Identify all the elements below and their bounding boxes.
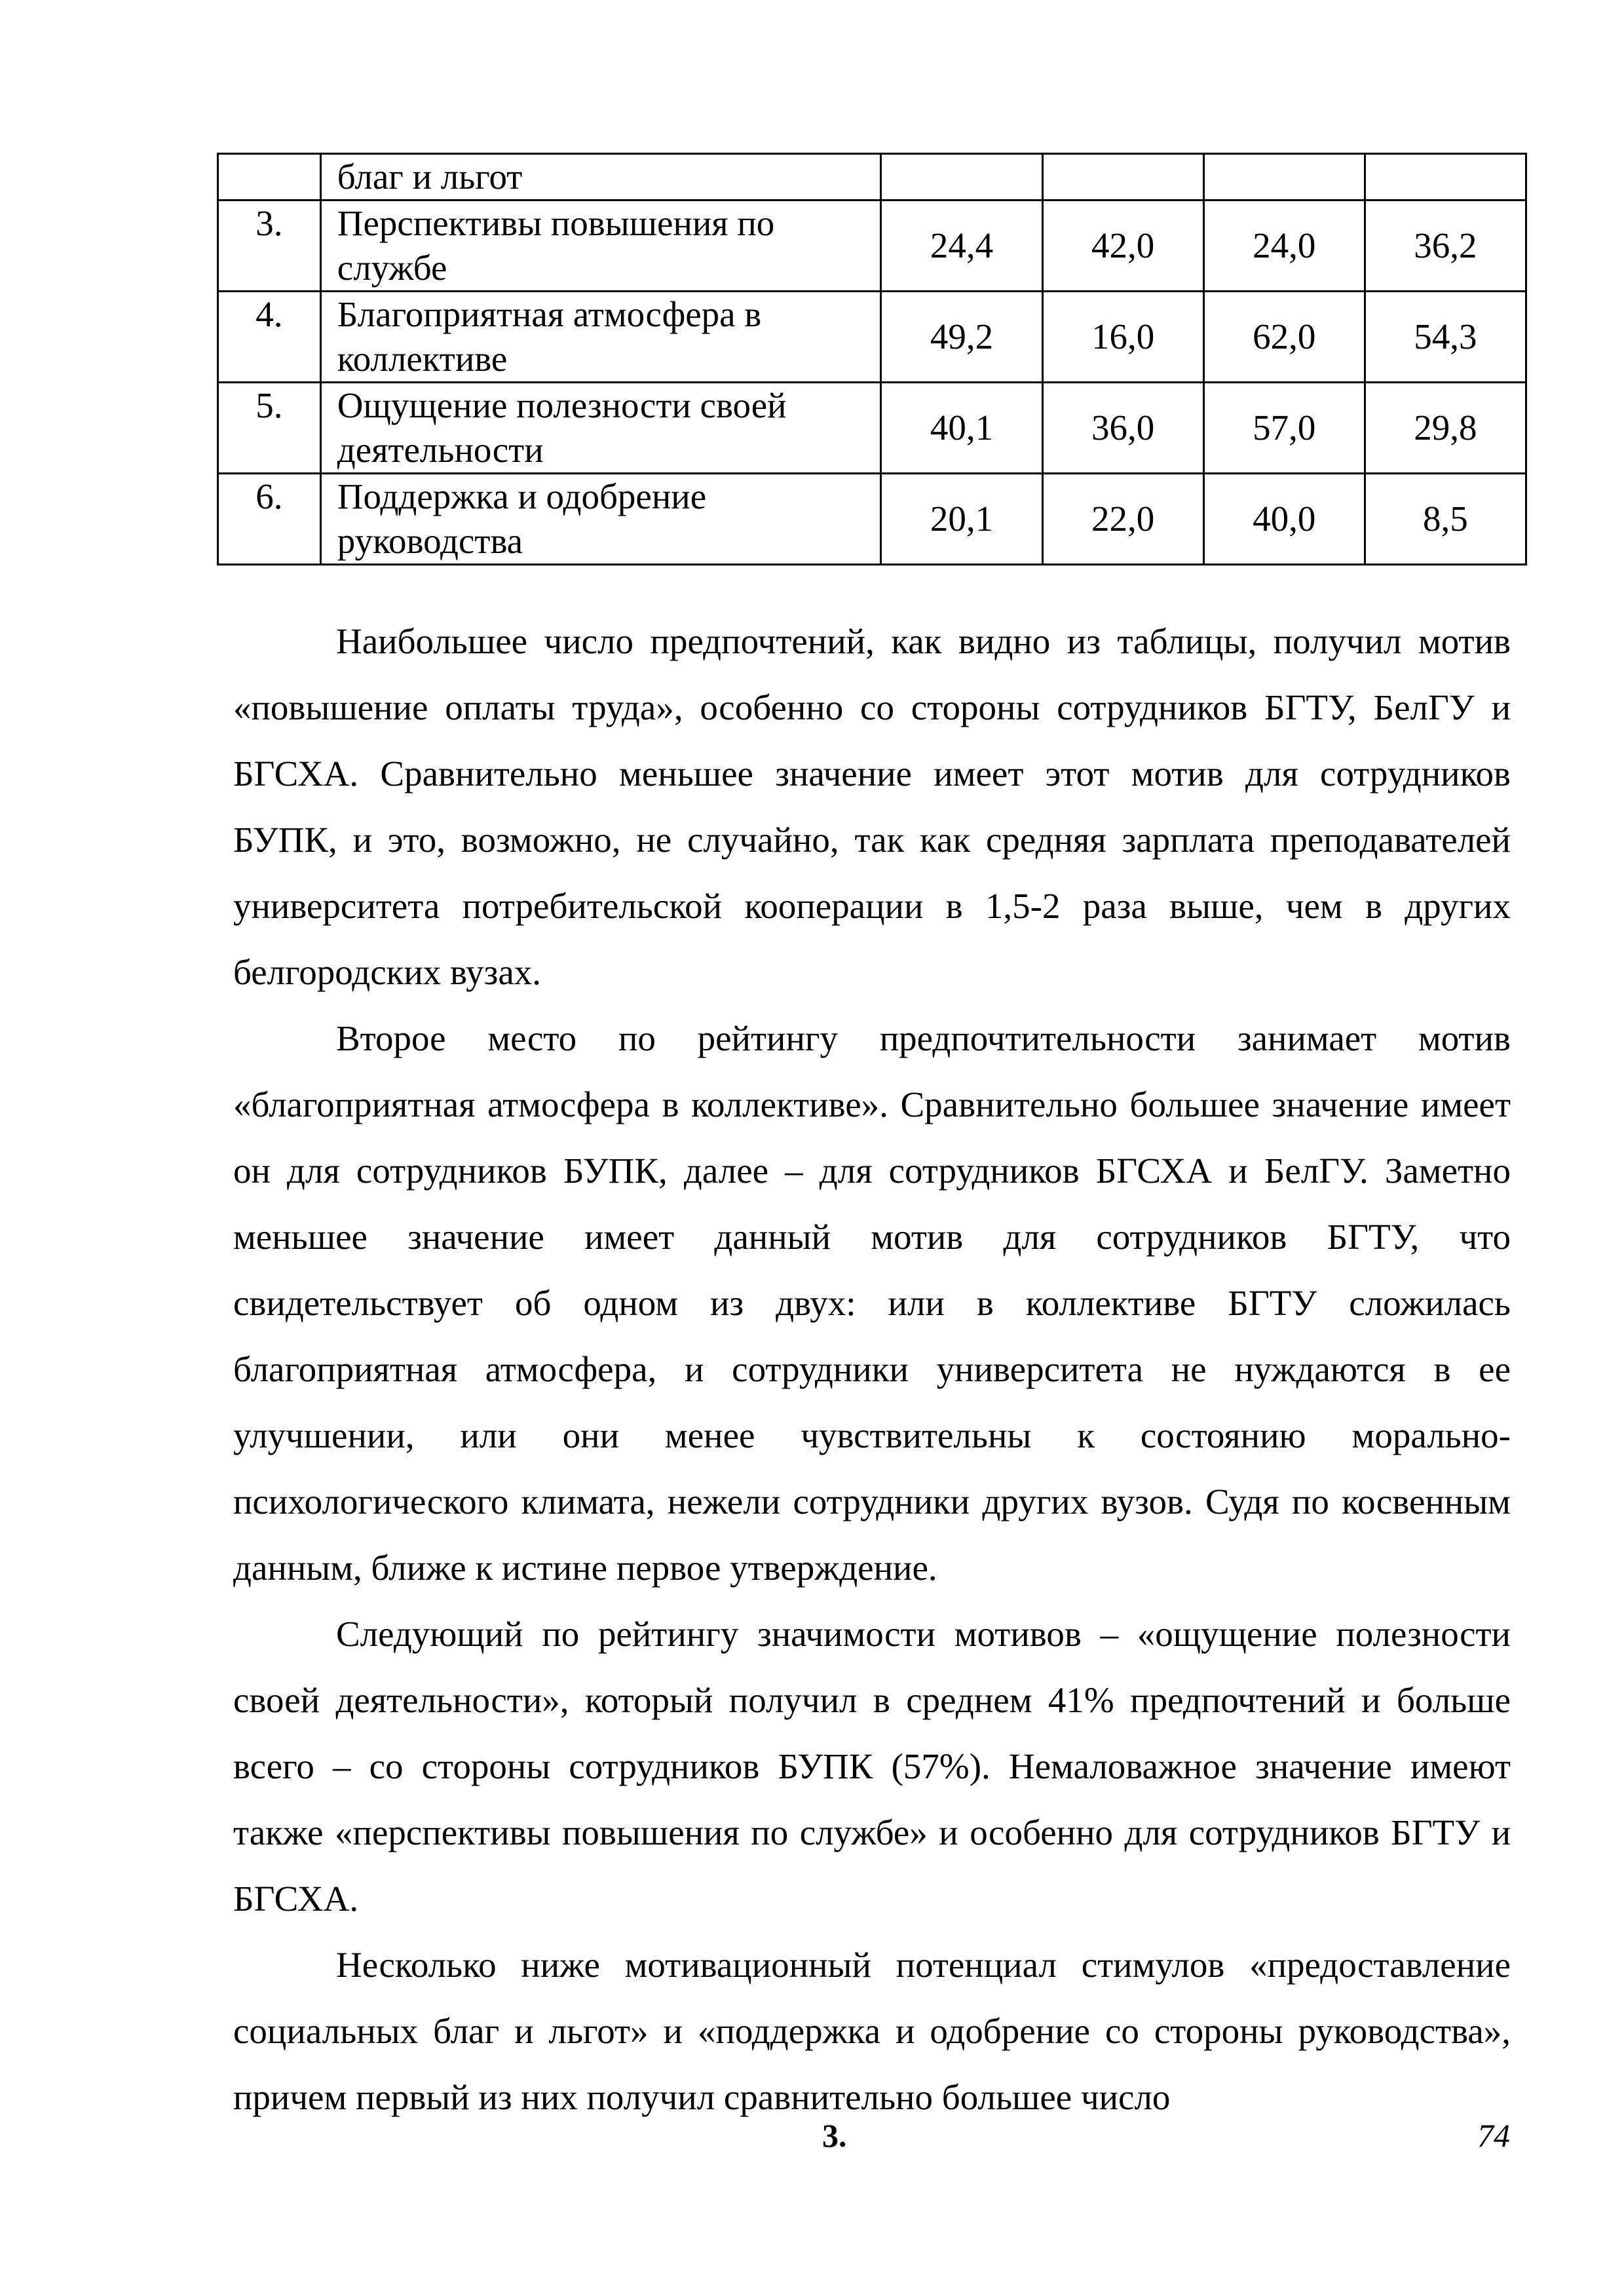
value-cell: 8,5 (1365, 474, 1526, 565)
row-number: 4. (218, 292, 321, 383)
table-row (218, 201, 1526, 292)
value-cell: 22,0 (1042, 474, 1203, 565)
table-row (218, 154, 1526, 201)
value-cell: 24,0 (1203, 201, 1365, 292)
value-cell (1042, 154, 1203, 201)
motive-name: Поддержка и одобрение руководства (320, 474, 881, 565)
value-cell: 29,8 (1365, 383, 1526, 474)
value-cell (1203, 154, 1365, 201)
value-cell: 54,3 (1365, 292, 1526, 383)
table-row (218, 292, 1526, 383)
value-cell (1365, 154, 1526, 201)
row-number: 6. (218, 474, 321, 565)
value-cell: 40,1 (881, 383, 1042, 474)
value-cell: 49,2 (881, 292, 1042, 383)
table-row (218, 474, 1526, 565)
value-cell: 16,0 (1042, 292, 1203, 383)
paragraph: Второе место по рейтингу предпочтительности занимает мотив «благоприятная атмосфера в коллективе». Сравнительно большее значение имеет он для сотрудников БУПК, далее – для сотрудников БГСХА и БелГУ. Заметно меньшее значение имеет данный мотив для сотрудников БГТУ, что свидетельствует об одном из двух: или в коллективе БГТУ сложилась благоприятная атмосфера, и сотрудники университета не нуждаются в ее улучшении, или они менее чувствительны к состоянию морально-психологического климата, нежели сотрудники других вузов. Судя по косвенным данным, ближе к истине первое утверждение. (233, 1018, 1511, 1588)
motive-name: благ и льгот (320, 154, 881, 201)
row-number: 5. (218, 383, 321, 474)
value-cell: 20,1 (881, 474, 1042, 565)
value-cell: 24,4 (881, 201, 1042, 292)
value-cell (881, 154, 1042, 201)
table-row (218, 383, 1526, 474)
paragraph: Несколько ниже мотивационный потенциал стимулов «предоставление социальных благ и льгот» и «поддержка и одобрение со стороны руководства», причем первый из них получил сравнительно большее число (233, 1945, 1511, 2117)
body-text (233, 608, 1511, 2130)
motive-name: Благоприятная атмосфера в коллективе (320, 292, 881, 383)
value-cell: 36,0 (1042, 383, 1203, 474)
paragraph: Наибольшее число предпочтений, как видно из таблицы, получил мотив «повышение оплаты труда», особенно со стороны сотрудников БГТУ, БелГУ и БГСХА. Сравнительно меньшее значение имеет этот мотив для сотрудников БУПК, и это, возможно, не случайно, так как средняя зарплата преподавателей университета потребительской кооперации в 1,5-2 раза выше, чем в других белгородских вузах. (233, 621, 1511, 992)
value-cell: 57,0 (1203, 383, 1365, 474)
motive-name: Перспективы повышения по службе (320, 201, 881, 292)
value-cell: 36,2 (1365, 201, 1526, 292)
paragraph: Следующий по рейтингу значимости мотивов – «ощущение полезности своей деятельности», который получил в среднем 41% предпочтений и больше всего – со стороны сотрудников БУПК (57%). Немаловажное значение имеют также «перспективы повышения по службе» и особенно для сотрудников БГТУ и БГСХА. (233, 1614, 1511, 1919)
page-number: 74 (1477, 2117, 1510, 2154)
value-cell: 42,0 (1042, 201, 1203, 292)
row-number (218, 154, 321, 201)
value-cell: 40,0 (1203, 474, 1365, 565)
motive-name: Ощущение полезности своей деятельности (320, 383, 881, 474)
motives-table (217, 153, 1527, 565)
value-cell: 62,0 (1203, 292, 1365, 383)
page-marker: 3. (822, 2117, 847, 2154)
row-number: 3. (218, 201, 321, 292)
